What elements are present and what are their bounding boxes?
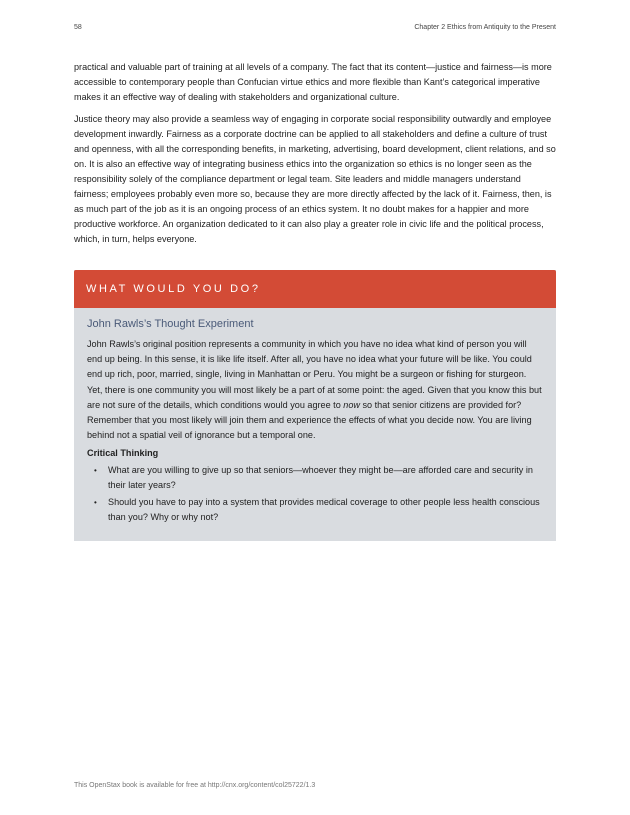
page-number: 58	[74, 24, 82, 31]
feature-box-label: WHAT WOULD YOU DO?	[86, 283, 261, 295]
page-header	[74, 24, 556, 31]
body-paragraph: Justice theory may also provide a seamless way of engaging in corporate social responsibility outwardly and employee development inwardly. Fairness as a corporate doctrine can be applied to all stakeholders and define a culture of trust and openness, with all the corresponding benefits, in marketing, advertising, board development, client relations, and so on. It is also an effective way of integrating business ethics into the organization so ethics is no longer seen as the responsibility solely of the compliance department or legal team. Site leaders and middle managers understand fairness; employees probably even more so, because they are more directly affected by the lack of it. Fairness, then, is as much part of the job as it is an ongoing process of an ethics system. It no doubt makes for a happier and more productive workforce. An organization dedicated to it can also play a greater role in civic life and the political process, which, in turn, helps everyone.	[74, 114, 556, 244]
list-item	[87, 463, 543, 493]
question-text: What are you willing to give up so that seniors—whoever they might be—are afforded care and security in their later years?	[108, 465, 533, 491]
chapter-title: Chapter 2 Ethics from Antiquity to the Present	[414, 24, 556, 31]
feature-box-header	[74, 270, 556, 308]
feature-box-content	[74, 308, 556, 525]
page-footer: This OpenStax book is available for free at http://cnx.org/content/col25722/1.3	[74, 782, 316, 789]
body-paragraph: practical and valuable part of training at all levels of a company. The fact that its content—justice and fairness—is more accessible to contemporary people than Confucian virtue ethics and more flexible than Kant’s categorical imperative makes it an effective way of dealing with stakeholders and organizational culture.	[74, 62, 552, 102]
critical-thinking-heading: Critical Thinking	[87, 448, 159, 459]
bullet-icon: •	[94, 498, 97, 508]
feature-box-subtitle: John Rawls’s Thought Experiment	[87, 318, 254, 330]
what-would-you-do-box	[74, 270, 556, 541]
emphasis-now: now	[343, 399, 360, 410]
bullet-icon: •	[94, 466, 97, 476]
list-item	[87, 495, 543, 525]
paragraph-text-end: so that senior citizens are provided for? Remember that you most likely will join them and experience the effects of what you decide now. You are living behind not a spatial veil of ignorance but a temporal one.	[87, 399, 532, 441]
question-text: Should you have to pay into a system that provides medical coverage to other people less health conscious than you? Why or why not?	[108, 497, 540, 523]
paragraph-text-start: John Rawls’s original position represents a community in which you have no idea what kind of person you will end up being. In this sense, it is like life itself. After all, you have no idea what your future will be like. You could end up rich, poor, married, single, living in Manhattan or Peru. You might be a surgeon or fishing for sturgeon. Yet, there is one community you will most likely be a part of at some point: the aged. Given that you know this but are not sure of the details, which conditions would you agree to	[87, 339, 542, 410]
body-text	[74, 60, 556, 254]
critical-thinking-list	[87, 463, 543, 525]
feature-box-paragraph	[87, 337, 543, 443]
